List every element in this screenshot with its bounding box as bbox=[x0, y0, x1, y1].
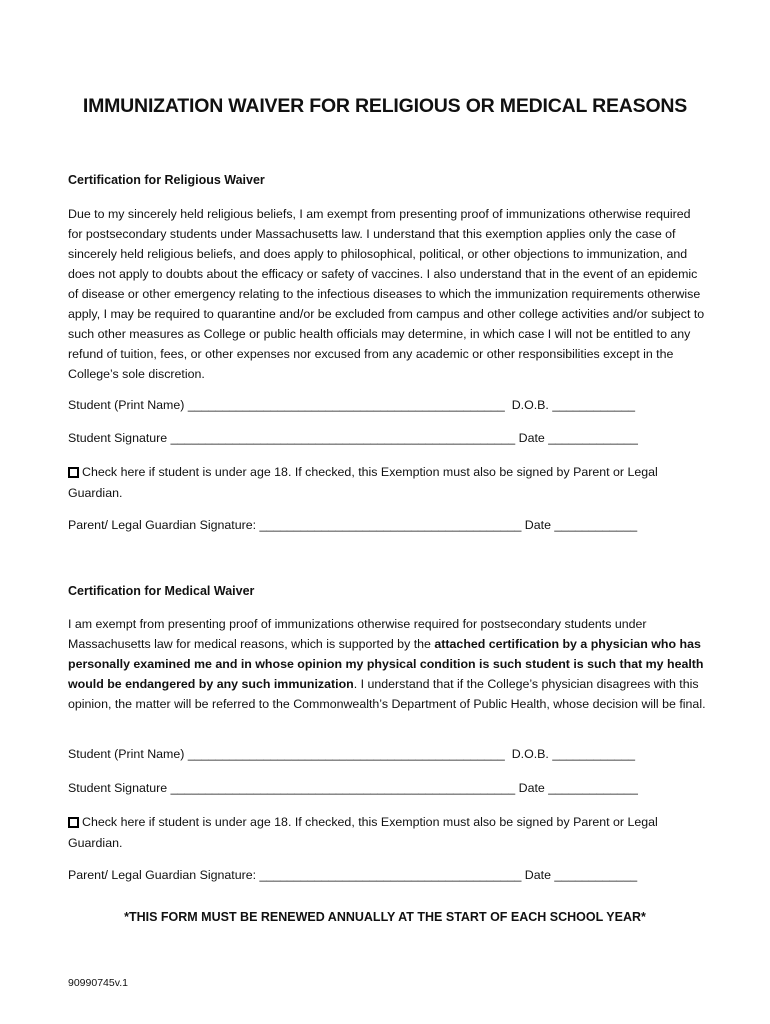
medical-paragraph-bold: attached certification by a physician who has personally examined me and in whose opinion my physical condition is such student is such that my health would be endangered by any such immunization bbox=[68, 637, 704, 691]
medical-guardian-signature-field[interactable]: Parent/ Legal Guardian Signature: ______________________________________ Date ____________ bbox=[68, 868, 638, 882]
medical-student-signature-field[interactable]: Student Signature __________________________________________________ Date _____________ bbox=[68, 781, 638, 795]
medical-student-print-name-field[interactable]: Student (Print Name) ______________________________________________ D.O.B. ____________ bbox=[68, 747, 636, 761]
religious-student-print-name-field[interactable]: Student (Print Name) ______________________________________________ D.O.B. ____________ bbox=[68, 398, 636, 412]
medical-under-18-check bbox=[68, 812, 698, 854]
religious-under-18-checkbox[interactable] bbox=[68, 467, 79, 478]
medical-under-18-checkbox[interactable] bbox=[68, 817, 79, 828]
religious-under-18-label: Check here if student is under age 18. If checked, this Exemption must also be signed by Parent or Legal Guardian. bbox=[68, 465, 658, 500]
page-title: IMMUNIZATION WAIVER FOR RELIGIOUS OR MEDICAL REASONS bbox=[82, 95, 688, 117]
religious-waiver-paragraph: Due to my sincerely held religious beliefs, I am exempt from presenting proof of immunizations otherwise required for postsecondary students under Massachusetts law. I understand that this exemption applies only the case of sincerely held religious beliefs, and does apply to philosophical, political, or other objections to immunization, and does not apply to doubts about the efficacy or safety of vaccines. I also understand that in the event of an epidemic of disease or other emergency relating to the infectious diseases to which the immunization requirements otherwise apply, I may be required to quarantine and/or be excluded from campus and other college activities and/or subject to such other measures as College or public health officials may determine, in which case I will not be entitled to any refund of tuition, fees, or other expenses nor excused from any academic or other responsibilities except in the College’s sole discretion. bbox=[68, 207, 705, 381]
medical-waiver-heading: Certification for Medical Waiver bbox=[68, 584, 255, 598]
religious-under-18-check bbox=[68, 462, 698, 504]
renewal-notice: *THIS FORM MUST BE RENEWED ANNUALLY AT THE START OF EACH SCHOOL YEAR* bbox=[124, 910, 646, 924]
form-code: 90990745v.1 bbox=[68, 977, 128, 989]
religious-waiver-heading: Certification for Religious Waiver bbox=[68, 173, 265, 187]
religious-guardian-signature-field[interactable]: Parent/ Legal Guardian Signature: ______________________________________ Date ____________ bbox=[68, 518, 638, 532]
medical-paragraph-end: . I understand that if the College’s physician disagrees with this opinion, the matter will be referred to the Commonwealth’s Department of Public Health, whose decision will be final. bbox=[68, 677, 706, 711]
medical-under-18-label: Check here if student is under age 18. If checked, this Exemption must also be signed by Parent or Legal Guardian. bbox=[68, 815, 658, 850]
medical-waiver-paragraph bbox=[68, 614, 708, 714]
medical-paragraph-start: I am exempt from presenting proof of immunizations otherwise required for postsecondary students under Massachusetts law for medical reasons, which is supported by the bbox=[68, 617, 647, 651]
religious-student-signature-field[interactable]: Student Signature __________________________________________________ Date _____________ bbox=[68, 431, 638, 445]
